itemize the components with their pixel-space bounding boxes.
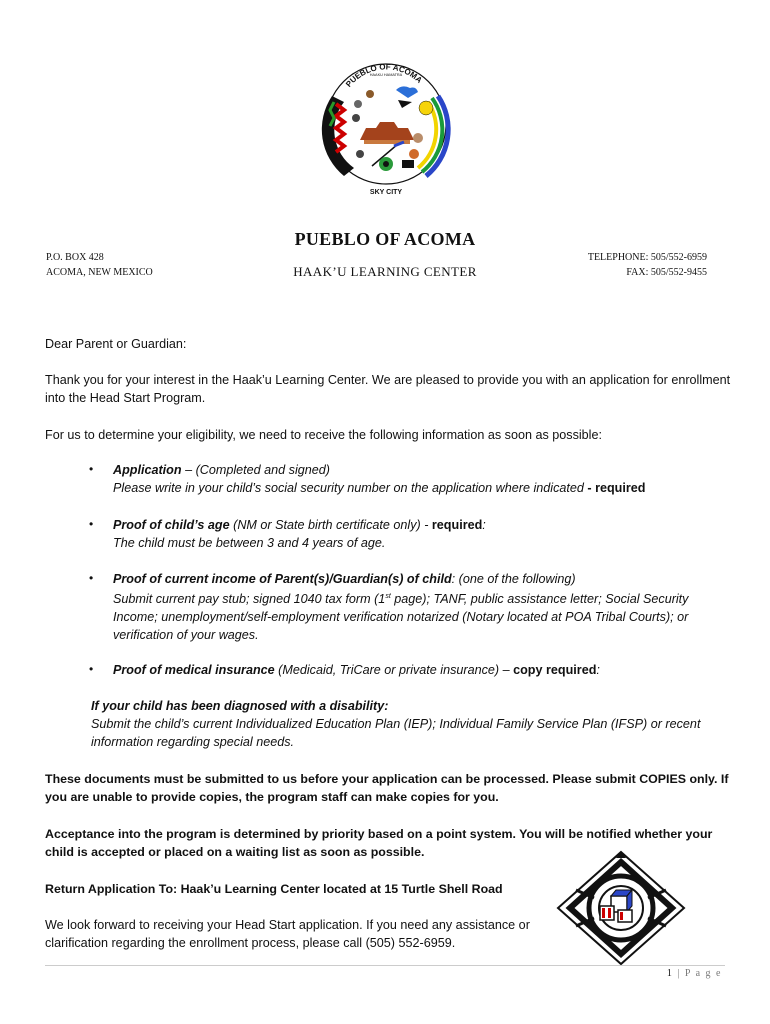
pueblo-of-acoma-seal (310, 42, 462, 202)
bullet: • (89, 571, 94, 585)
item-title: Application (113, 463, 182, 477)
page-label: P a g e (684, 968, 722, 979)
fax: FAX: 505/552-9455 (626, 267, 707, 278)
greeting: Dear Parent or Guardian: (45, 337, 187, 351)
closing-paragraph: We look forward to receiving your Head Start application. If you need any assistance or clarification regarding the enrollment process, please call (505) 552-6959. (45, 918, 530, 950)
item-title: Proof of medical insurance (113, 663, 275, 677)
address-line-1: P.O. BOX 428 (46, 252, 104, 263)
footer-divider (45, 965, 725, 966)
item-note: (NM or State birth certificate only) - (229, 518, 432, 532)
requirement-application (113, 461, 733, 497)
item-required: - required (583, 481, 646, 495)
return-address-note: Return Application To: Haak’u Learning Center located at 15 Turtle Shell Road (45, 882, 503, 896)
documents-note: These documents must be submitted to us before your application can be processed. Please submit COPIES only. If you are unable to provide copies, the program staff can make copies for you. (45, 772, 729, 804)
requirement-income (113, 570, 733, 644)
seal-top-text: PUEBLO OF ACOMA (344, 62, 424, 89)
item-required: required (431, 518, 483, 532)
disability-text: Submit the child’s current Individualized Education Plan (IEP); Individual Family Service Plan (IFSP) or recent information regarding special needs. (91, 717, 701, 749)
item-required: copy required (513, 663, 597, 677)
item-note: – (Completed and signed) (181, 463, 330, 477)
acceptance-note: Acceptance into the program is determined by priority based on a point system. You will be notified whether your child is accepted or placed on a waiting list as soon as possible. (45, 827, 713, 859)
item-tail: : (482, 518, 486, 532)
item-title: Proof of current income of Parent(s)/Guardian(s) of child (113, 572, 452, 586)
bullet: • (89, 517, 94, 531)
seal-bottom-text: SKY CITY (369, 189, 403, 196)
organization-title: PUEBLO OF ACOMA (294, 229, 476, 249)
item-detail: Submit current pay stub; signed 1040 tax form (1 (113, 592, 386, 607)
head-start-emblem (556, 850, 686, 966)
item-tail: : (596, 663, 600, 677)
bullet: • (89, 462, 94, 476)
bullet: • (89, 662, 94, 676)
page-separator: | (673, 968, 685, 979)
disability-section (91, 697, 731, 751)
eligibility-paragraph: For us to determine your eligibility, we need to receive the following information as soon as possible: (45, 428, 602, 442)
item-title: Proof of child’s age (113, 518, 230, 532)
item-detail: Please write in your child’s social security number on the application where indicated (113, 481, 584, 495)
seal-sub-text: HAAKU HAMATRA (369, 73, 403, 77)
item-note: : (one of the following) (451, 572, 576, 586)
item-detail-superscript: st (385, 593, 391, 600)
item-detail: The child must be between 3 and 4 years of age. (113, 536, 386, 550)
intro-paragraph: Thank you for your interest in the Haak’u Learning Center. We are pleased to provide you with an application for enrollment into the Head Start Program. (45, 373, 731, 405)
telephone: TELEPHONE: 505/552-6959 (587, 252, 707, 263)
item-detail: page); TANF, public assistance letter; Social Security Income; unemployment/self-employment verification notarized (Notary located at POA Tribal Courts); or verification of your wages. (113, 592, 689, 643)
center-name: HAAK’U LEARNING CENTER (293, 264, 477, 279)
page-number: 1 (666, 968, 674, 979)
requirement-insurance (113, 661, 733, 679)
item-note: (Medicaid, TriCare or private insurance) – (274, 663, 514, 677)
disability-heading: If your child has been diagnosed with a disability: (91, 699, 389, 713)
requirement-age (113, 516, 733, 552)
page-footer (667, 968, 722, 979)
address-line-2: ACOMA, NEW MEXICO (46, 267, 153, 278)
